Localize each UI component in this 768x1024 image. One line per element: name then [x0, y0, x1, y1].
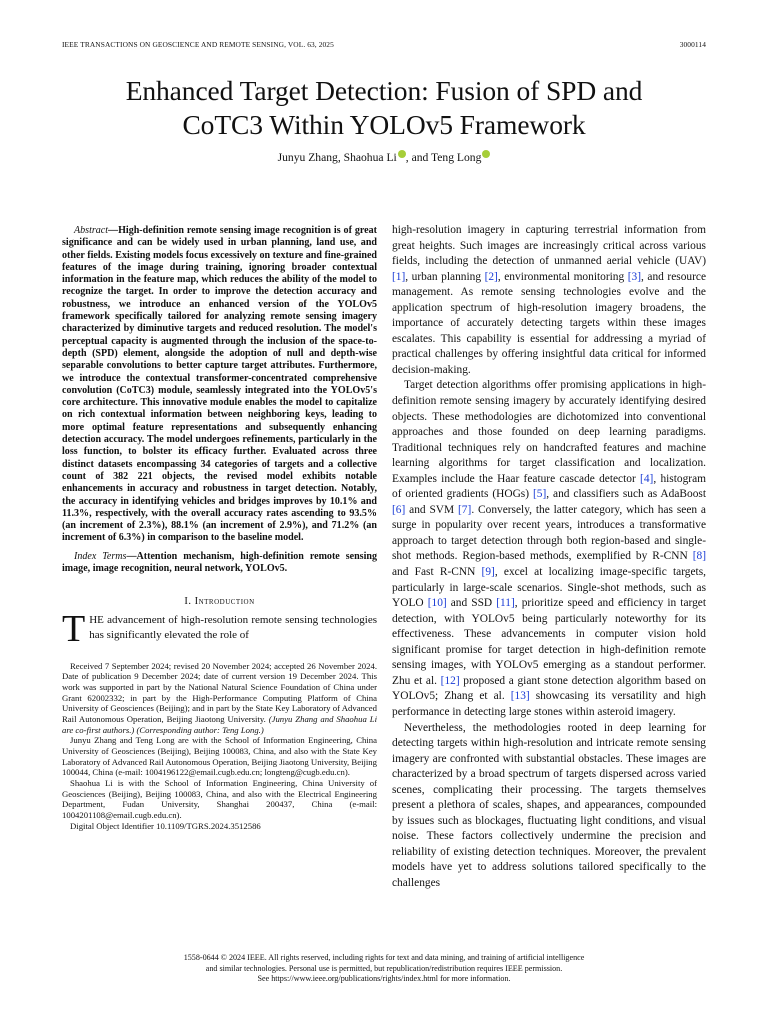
- footnote-dates: Received 7 September 2024; revised 20 November 2024; accepted 26 November 2024. Date of publication 9 December 2024; date of current version 19 December 2024. This work was supported in part by the National Natural Science Foundation of China under Grant 62002332; in part by the High-Performance Computing Platform of China University of Geosciences (Beijing); and in part by the State Key Laboratory of Advanced Rail Autonomous Operation, Beijing Jiaotong University.: [62, 660, 377, 724]
- page-id: 3000114: [679, 40, 706, 49]
- journal-name: IEEE TRANSACTIONS ON GEOSCIENCE AND REMOTE SENSING, VOL. 63, 2025: [62, 40, 334, 49]
- abstract-label: Abstract: [74, 225, 109, 236]
- left-column: [62, 225, 377, 945]
- copyright-notice: [62, 953, 706, 985]
- text: , histogram of oriented gradients (HOGs): [392, 472, 706, 501]
- footnote-doi: Digital Object Identifier 10.1109/TGRS.2024.3512586: [70, 820, 261, 831]
- index-terms-text: —Attention mechanism, high-definition remote sensing image, image recognition, neural network, YOLOv5.: [62, 550, 377, 575]
- index-terms-label: Index Terms: [74, 550, 127, 562]
- text: , urban planning: [405, 270, 485, 283]
- index-terms: [62, 551, 377, 576]
- text: and Fast R-CNN: [392, 566, 482, 579]
- citation-link[interactable]: [5]: [532, 488, 547, 501]
- text: high-resolution imagery in capturing terrestrial information from great heights. Such images are increasingly critical across various fields, including the detection of unmanned aerial vehicle (UAV): [392, 224, 706, 268]
- citation-link[interactable]: [9]: [481, 566, 495, 579]
- text: . Conversely, the latter category, which has seen a surge in popularity over recent years, introduces a transformative approach to target detection through both region-based and single-shot methods. Region-based methods, exemplified by R-CNN: [392, 503, 706, 563]
- citation-link[interactable]: [2]: [484, 270, 498, 283]
- citation-link[interactable]: [13]: [510, 690, 530, 703]
- citation-link[interactable]: [10]: [427, 597, 447, 610]
- copyright-line-1: 1558-0644 © 2024 IEEE. All rights reserved, including rights for text and data mining, and training of artificial intelligence: [183, 953, 585, 962]
- citation-link[interactable]: [4]: [640, 472, 654, 485]
- text: , excel at localizing image-specific targets, particularly in large-scale scenarios. Single-shot methods, such as YOLO: [392, 566, 706, 610]
- text: and SSD: [446, 597, 497, 610]
- authors-part-1: Junyu Zhang, Shaohua Li: [277, 151, 397, 164]
- body-paragraph-2: [392, 378, 706, 720]
- text: , and classifiers such as AdaBoost: [546, 488, 706, 501]
- copyright-line-3: See https://www.ieee.org/publications/rights/index.html for more information.: [257, 974, 511, 984]
- orcid-icon[interactable]: [482, 150, 490, 158]
- footnote: [62, 661, 377, 832]
- section-heading: [62, 596, 377, 607]
- footnote-affiliation-2: Shaohua Li is with the School of Information Engineering, China University of Geosciences (Beijing), Beijing 100083, China, and also with the Electrical Engineering Department, Fudan University, Shanghai 200437, China (e-mail: 1004201108@email.cugb.edu.cn).: [62, 777, 377, 820]
- body-paragraph-1: [392, 223, 706, 378]
- citation-link[interactable]: [7]: [458, 503, 472, 516]
- running-header: [62, 40, 706, 50]
- section-name: Introduction: [194, 596, 255, 608]
- intro-paragraph: [62, 608, 377, 651]
- authors-part-2: , and Teng Long: [405, 151, 482, 164]
- text: , prioritize speed and efficiency in target detection, with YOLOv5 being particularly noteworthy for its effectiveness. These advancements in computer vision hold significant promise for target detection in high-definition remote sensing images, with YOLOv5 emerging as a standout performer. Zhu et al.: [392, 597, 706, 687]
- citation-link[interactable]: [12]: [440, 674, 460, 687]
- footnote-affiliation-1: Junyu Zhang and Teng Long are with the School of Information Engineering, China University of Geosciences (Beijing), Beijing 100083, China, and also with the State Key Laboratory of Advanced Rail Autonomous Operation, Beijing Jiaotong University, Beijing 100044, China (e-mail: 1004196122@email.cugb.edu.cn; longteng@cugb.edu.cn).: [62, 735, 377, 778]
- text: proposed a giant stone detection algorithm based on YOLOv5; Zhang et al.: [392, 674, 706, 703]
- text: , environmental monitoring: [497, 270, 628, 283]
- copyright-line-2: and similar technologies. Personal use is permitted, but republication/redistribution requires IEEE permission.: [205, 963, 563, 973]
- orcid-icon[interactable]: [398, 150, 406, 158]
- abstract-text: —High-definition remote sensing image recognition is of great significance and can be widely used in urban planning, land use, and other fields. Existing models focus excessively on texture and fine-grained features of the image during training, ignoring broader contextual information in the feature map, which reduces the ability of the model to recognize the target. In order to improve the detection accuracy and robustness, we introduce an enhanced version of the YOLOv5 framework specifically tailored for analyzing remote sensing imagery characterized by diminutive targets and reduced resolution. The model's perceptual capacity is augmented through the inclusion of the space-to-depth (SPD) element, alongside the adoption of null and depth-wise separable convolutions to better capture target attributes. Furthermore, we introduce the contextual transformer-concentrated comprehensive convolution (CoTC3) module, seamlessly integrated into the YOLOv5's core architecture. This innovative module enables the model to capitalize on rich contextual information between neighboring keys, leading to more optimal feature representations and subsequently enhancing detection accuracy. The model undergoes refinements, particularly in the loss function, to bolster its efficacy further. Evaluated across three distinct datasets encompassing 34 categories of targets and a collective count of 382 221 objects, the revised model exhibits notable enhancements in accuracy and robustness in target detection. Notably, the accuracy in identifying vehicles and bridges improves by 10.1% and 11.3%, respectively, with the overall accuracy rates ascending to 93.5% (an increment of 2.3%), 88.1% (an increment of 2.9%), and 71.2% (an increment of 6.3%) in comparison to the baseline model.: [62, 225, 377, 544]
- intro-text: HE advancement of high-resolution remote sensing technologies has significantly elevated the role of: [89, 614, 377, 642]
- text: and SVM: [405, 503, 459, 516]
- citation-link[interactable]: [6]: [392, 503, 406, 516]
- paper-title: [40, 74, 728, 142]
- text: , and resource management. As remote sensing technologies evolve and the application spectrum of high-resolution imagery broadens, the importance of accurately detecting targets within these images escalates. This capability is essential for addressing a myriad of practical challenges by offering insightful data critical for informed decision-making.: [392, 270, 706, 376]
- citation-link[interactable]: [1]: [392, 270, 406, 283]
- text: Target detection algorithms offer promising applications in high-definition remote sensing imagery by accurately identifying desired objects. These methodologies are dichotomized into conventional approaches and those founded on deep learning paradigms. Traditional techniques rely on handcrafted features and machine learning algorithms for target classification and localization. Examples include the Haar feature cascade detector: [392, 379, 706, 485]
- author-list: [40, 151, 728, 165]
- citation-link[interactable]: [11]: [496, 597, 515, 610]
- right-column: [392, 223, 706, 945]
- title-line-1: Enhanced Target Detection: Fusion of SPD and: [125, 75, 643, 106]
- citation-link[interactable]: [8]: [692, 550, 706, 563]
- footnote-author-note: (Junyu Zhang and Shaohua Li are co-first authors.) (Corresponding author: Teng Long.): [62, 714, 377, 735]
- title-line-2: CoTC3 Within YOLOv5 Framework: [182, 109, 586, 140]
- footnote-received: [62, 661, 377, 736]
- section-number: I.: [184, 596, 192, 608]
- body-paragraph-3: Nevertheless, the methodologies rooted in deep learning for detecting targets within high-resolution and intricate remote sensing imagery are confronted with substantial obstacles. These images are characterized by a broad spectrum of targets dispersed across varied scenes, complicating their processing. The targets themselves present a plethora of scales, shapes, and appearances, compounded by issues such as blockages, fluctuating light conditions, and visual noise. These factors collectively undermine the precision and reliability of existing detection techniques. Moreover, the prevalent models have yet to address solutions tailored specifically to the challenges: [392, 721, 706, 889]
- drop-cap: T: [62, 608, 86, 651]
- text: showcasing its versatility and high performance in detecting large stones within asteroid imagery.: [392, 690, 706, 718]
- citation-link[interactable]: [3]: [627, 270, 642, 283]
- abstract: [62, 225, 377, 545]
